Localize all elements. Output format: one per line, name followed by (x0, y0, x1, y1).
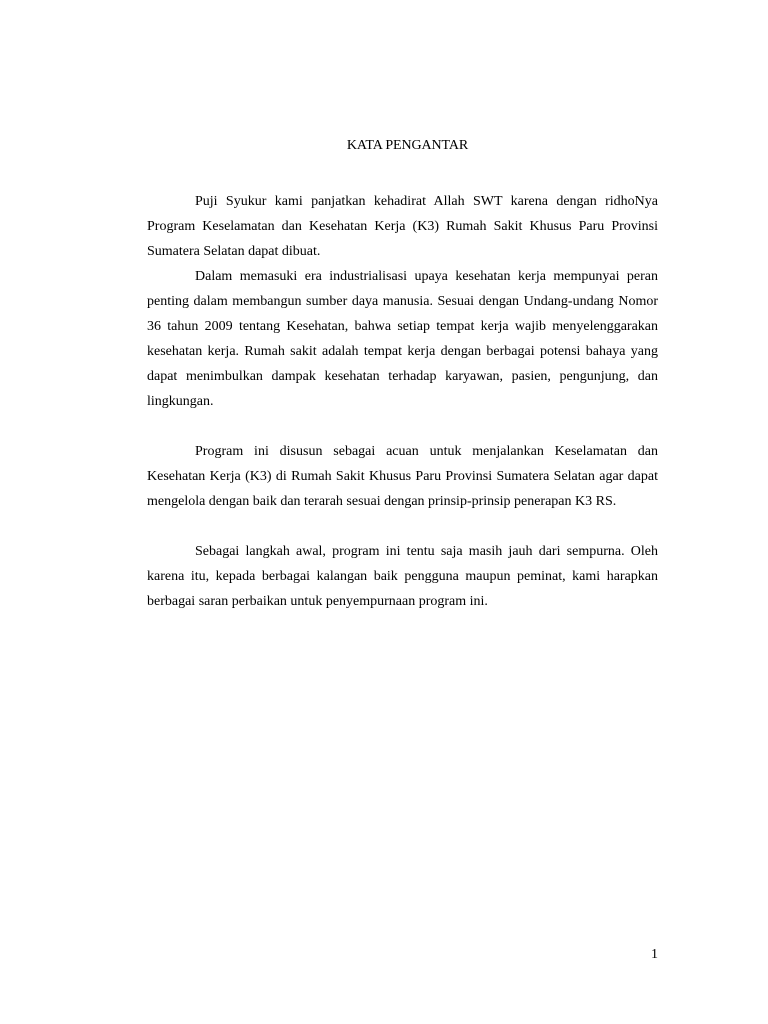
page-number: 1 (651, 947, 658, 962)
paragraph-purpose: Program ini disusun sebagai acuan untuk menjalankan Keselamatan dan Kesehatan Kerja (K3) di Rumah Sakit Khusus Paru Provinsi Sumatera Selatan agar dapat mengelola dengan baik dan terarah sesuai dengan prinsip-prinsip penerapan K3 RS. (147, 444, 658, 509)
page-title: KATA PENGANTAR (346, 138, 469, 153)
document-body (147, 189, 658, 614)
paragraph-intro: Puji Syukur kami panjatkan kehadirat Allah SWT karena dengan ridhoNya Program Keselamatan dan Kesehatan Kerja (K3) Rumah Sakit Khusus Paru Provinsi Sumatera Selatan dapat dibuat. (147, 194, 658, 259)
paragraph-background: Dalam memasuki era industrialisasi upaya kesehatan kerja mempunyai peran penting dalam membangun sumber daya manusia. Sesuai dengan Undang-undang Nomor 36 tahun 2009 tentang Kesehatan, bahwa setiap tempat kerja wajib menyelenggarakan kesehatan kerja. Rumah sakit adalah tempat kerja dengan berbagai potensi bahaya yang dapat menimbulkan dampak kesehatan terhadap karyawan, pasien, pengunjung, dan lingkungan. (147, 269, 658, 409)
paragraph-closing: Sebagai langkah awal, program ini tentu saja masih jauh dari sempurna. Oleh karena itu, kepada berbagai kalangan baik pengguna maupun peminat, kami harapkan berbagai saran perbaikan untuk penyempurnaan program ini. (147, 544, 658, 609)
